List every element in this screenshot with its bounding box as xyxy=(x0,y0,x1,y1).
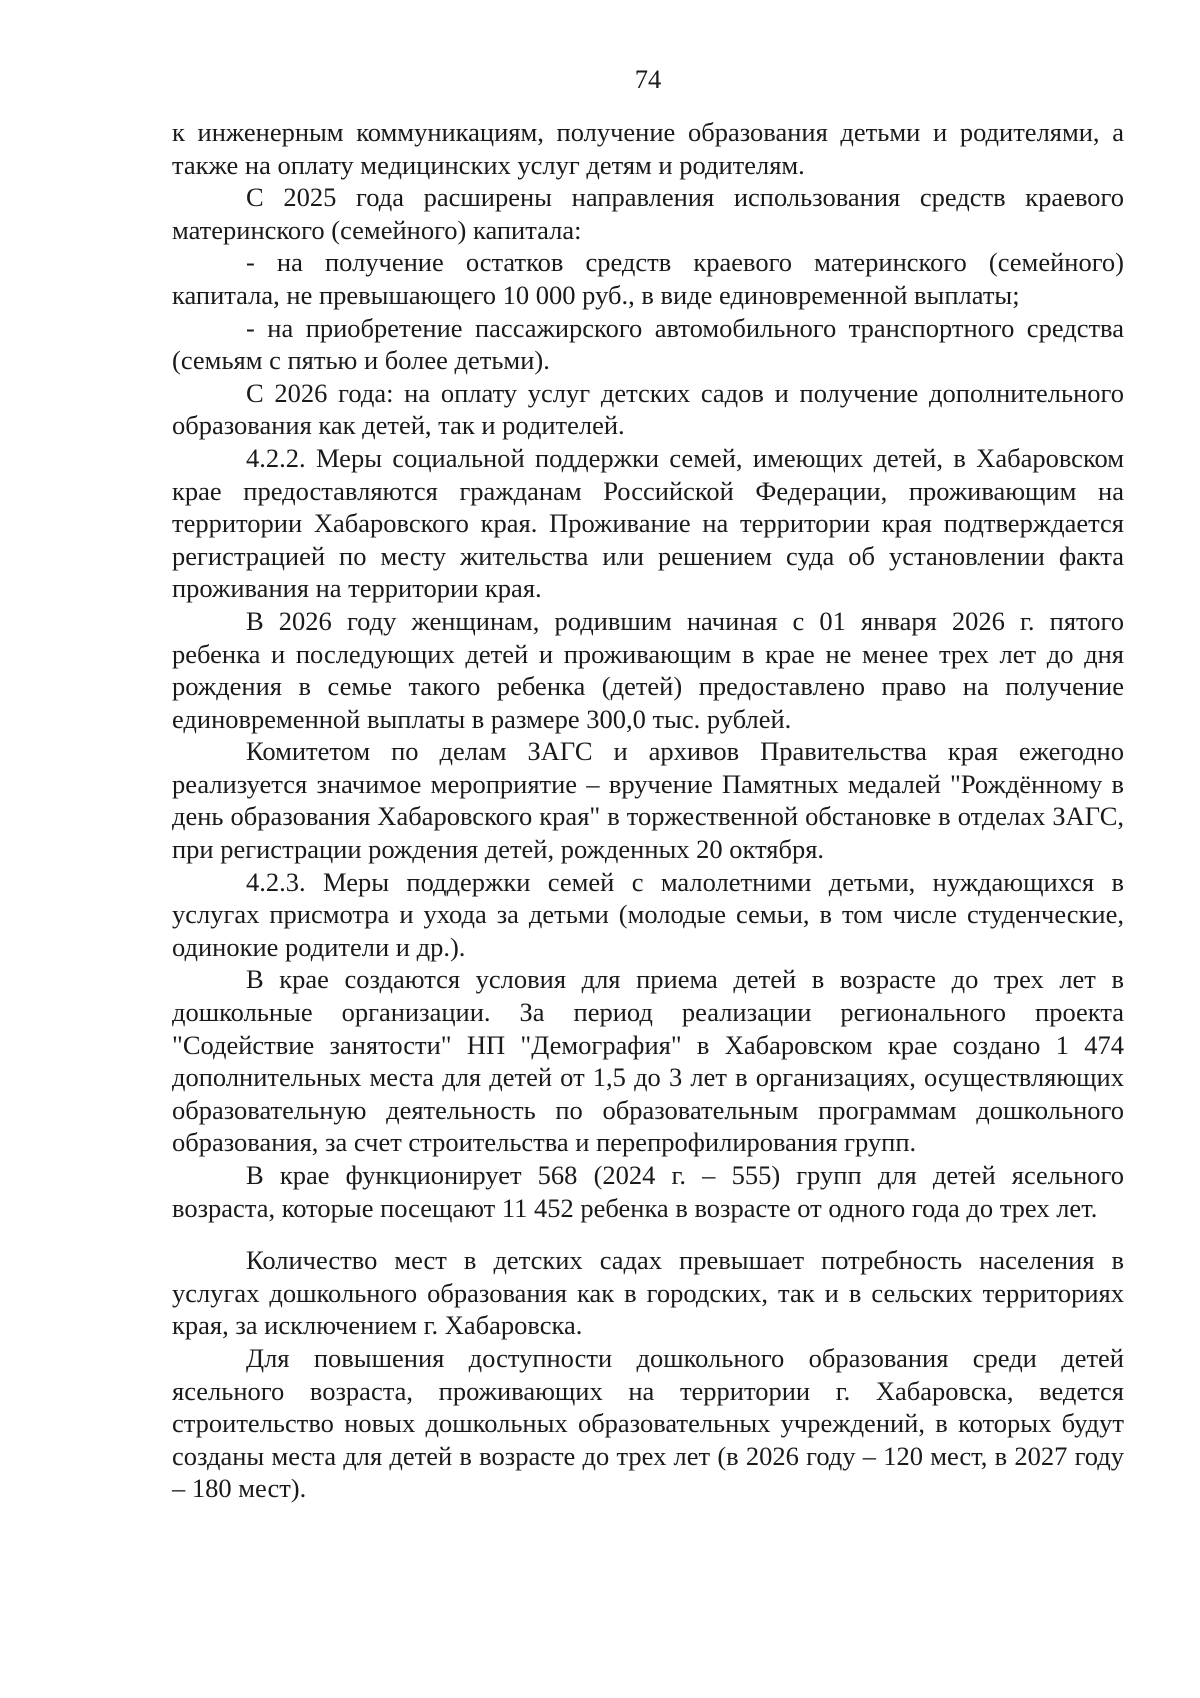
paragraph: - на приобретение пассажирского автомобильного транспортного средства (семьям с пятью и более детьми). xyxy=(172,312,1124,376)
paragraph: - на получение остатков средств краевого материнского (семейного) капитала, не превышающего 10 000 руб., в виде единовременной выплаты; xyxy=(172,247,1124,310)
paragraph: С 2025 года расширены направления использования средств краевого материнского (семейного) капитала: xyxy=(172,182,1124,245)
paragraph: В 2026 году женщинам, родившим начиная с 01 января 2026 г. пятого ребенка и последующих детей и проживающим в крае не менее трех лет до дня рождения в семье такого ребенка (детей) предоставлено право на получение единовременной выплаты в размере 300,0 тыс. рублей. xyxy=(172,605,1124,734)
paragraph: Для повышения доступности дошкольного образования среди детей ясельного возраста, проживающих на территории г. Хабаровска, ведется строительство новых дошкольных образовательных учреждений, в которых будут созданы места для детей в возрасте до трех лет (в 2026 году – 120 мест, в 2027 году – 180 мест). xyxy=(172,1342,1124,1504)
paragraph: к инженерным коммуникациям, получение образования детьми и родителями, а также на оплату медицинских услуг детям и родителям. xyxy=(172,117,1124,180)
paragraph: 4.2.3. Меры поддержки семей с малолетними детьми, нуждающихся в услугах присмотра и ухода за детьми (молодые семьи, в том числе студенческие, одинокие родители и др.). xyxy=(172,866,1124,962)
paragraph: 4.2.2. Меры социальной поддержки семей, имеющих детей, в Хабаровском крае предоставляются гражданам Российской Федерации, проживающим на территории Хабаровского края. Проживание на территории края подтверждается регистрацией по месту жительства или решением суда об установлении факта проживания на территории края. xyxy=(172,442,1124,604)
paragraph: Комитетом по делам ЗАГС и архивов Правительства края ежегодно реализуется значимое мероприятие – вручение Памятных медалей "Рождённому в день образования Хабаровского края" в торжественной обстановке в отделах ЗАГС, при регистрации рождения детей, рожденных 20 октября. xyxy=(172,736,1124,865)
paragraph: С 2026 года: на оплату услуг детских садов и получение дополнительного образования как детей, так и родителей. xyxy=(172,377,1124,441)
page-number: 74 xyxy=(634,64,662,94)
paragraph: Количество мест в детских садах превышает потребность населения в услугах дошкольного образования как в городских, так и в сельских территориях края, за исключением г. Хабаровска. xyxy=(172,1245,1124,1341)
paragraph: В крае функционирует 568 (2024 г. – 555) групп для детей ясельного возраста, которые посещают 11 452 ребенка в возрасте от одного года до трех лет. xyxy=(172,1160,1124,1223)
paragraph: В крае создаются условия для приема детей в возрасте до трех лет в дошкольные организации. За период реализации регионального проекта "Содействие занятости" НП "Демография" в Хабаровском крае создано 1 474 дополнительных места для детей от 1,5 до 3 лет в организациях, осуществляющих образовательную деятельность по образовательным программам дошкольного образования, за счет строительства и перепрофилирования групп. xyxy=(172,964,1124,1158)
